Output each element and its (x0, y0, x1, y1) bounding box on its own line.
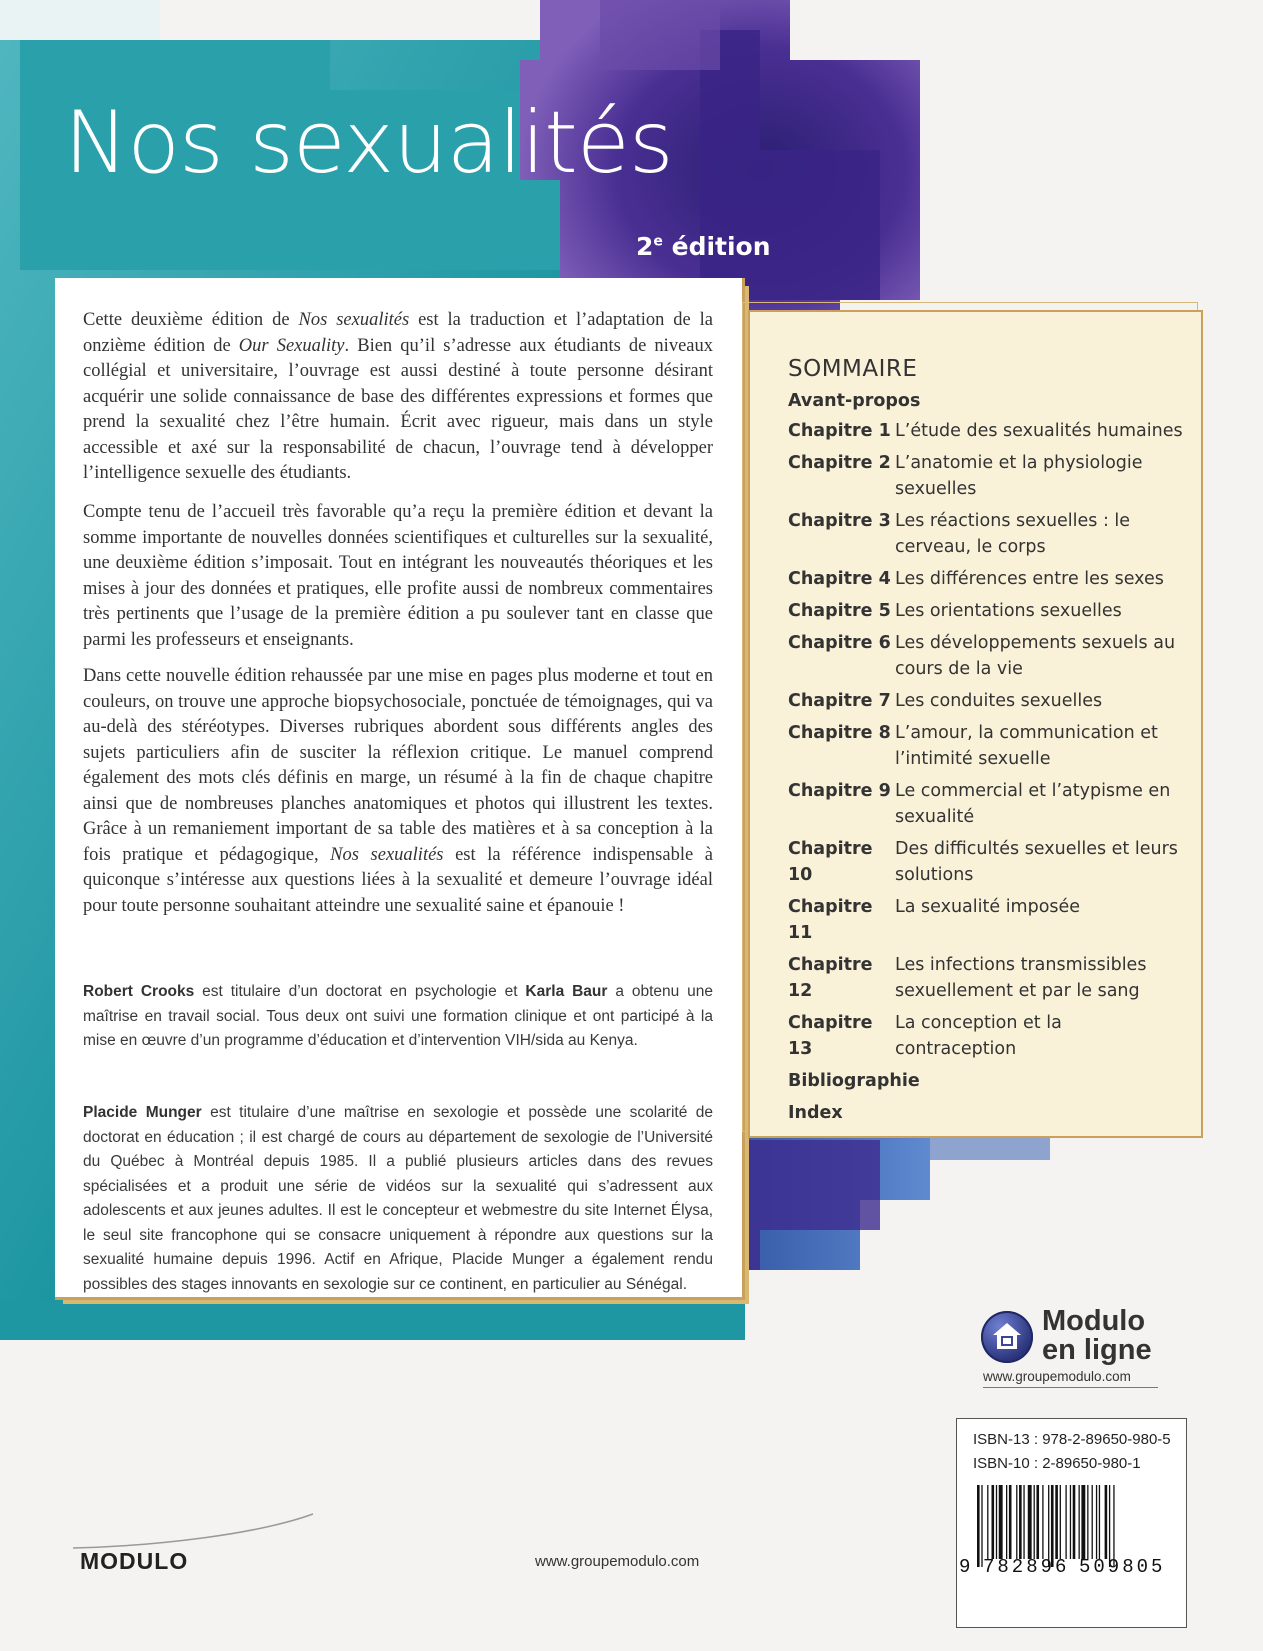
toc-chapter-label: Chapitre 7 (788, 691, 891, 711)
toc-chapter-title: La conception et la contraception (895, 1013, 1062, 1059)
toc-chapter-label: Chapitre 10 (788, 839, 873, 885)
author-name-1: Robert Crooks (83, 983, 195, 1000)
barcode-bar (1081, 1485, 1085, 1559)
barcode-bar (1109, 1485, 1110, 1567)
modulo-swoosh (68, 1512, 318, 1552)
toc-chapter-row (788, 418, 1188, 444)
toc-chapter-row (788, 598, 1188, 624)
toc-list (788, 356, 1188, 1132)
barcode-bar (999, 1485, 1003, 1559)
toc-chapter-title: L’anatomie et la physiologie sexuelles (895, 453, 1143, 499)
toc-chapter-title: Des difficultés sexuelles et leurs solutions (895, 839, 1178, 885)
authors-bio-1 (83, 980, 713, 1054)
toc-chapter-label: Chapitre 11 (788, 897, 873, 943)
barcode-bar (1087, 1485, 1088, 1559)
toc-chapter-label: Chapitre 3 (788, 511, 891, 531)
barcode-bar (1096, 1485, 1097, 1559)
book-title: Nos sexualités (64, 93, 673, 193)
toc-chapter-row (788, 894, 1188, 946)
author-name-3: Placide Munger (83, 1104, 202, 1121)
toc-heading: SOMMAIRE (788, 356, 918, 382)
edition-superscript: e (653, 233, 663, 250)
toc-chapter-label: Chapitre 5 (788, 601, 891, 621)
toc-chapter-row (788, 1010, 1188, 1062)
barcode-bar (1099, 1485, 1100, 1559)
barcode-bar (1019, 1485, 1022, 1559)
barcode-bar (977, 1485, 980, 1567)
toc-chapter-row (788, 566, 1188, 592)
modulo-online-line2: en ligne (1042, 1334, 1152, 1366)
table-of-contents (748, 310, 1203, 1138)
barcode-bar (1009, 1485, 1012, 1559)
toc-chapter-label: Chapitre 9 (788, 781, 891, 801)
description-paragraph-2: Compte tenu de l’accueil très favorable qu’a reçu la première édition et devant la somme importante de nouvelles données scientifiques et culturelles sur la sexualité, une deuxième édition s’imposait. Tout en intégrant les nouveautés théoriques et les mises à jour des données et pratiques, elle profite aussi de nombreux commentaires très pertinents que l’usage de la première édition a pu soulever tant en classe que parmi les professeurs et enseignants. (83, 502, 713, 650)
barcode-left-digits: 782896 (983, 1556, 1070, 1578)
toc-chapters (788, 418, 1188, 1062)
edition-number: 2 (636, 232, 654, 261)
barcode-bar (1051, 1485, 1054, 1567)
publisher-logo: MODULO (80, 1548, 189, 1574)
barcode-bar (1016, 1485, 1017, 1559)
barcode-bar (1113, 1485, 1114, 1567)
toc-front-matter: Avant-propos (788, 391, 921, 411)
toc-chapter-title: Les développements sexuels au cours de la vie (895, 633, 1176, 679)
barcode-bar (1034, 1485, 1035, 1559)
barcode-bar (992, 1485, 995, 1559)
toc-chapter-title: Les différences entre les sexes (895, 569, 1164, 589)
edition-label (636, 232, 771, 261)
barcode-bar (1006, 1485, 1007, 1559)
toc-chapter-title: Les conduites sexuelles (895, 691, 1103, 711)
toc-chapter-label: Chapitre 1 (788, 421, 891, 441)
barcode-bar (1092, 1485, 1093, 1559)
edition-word: édition (662, 232, 771, 261)
toc-chapter-title: L’amour, la communication et l’intimité sexuelle (895, 723, 1158, 769)
house-icon (981, 1311, 1033, 1363)
toc-chapter-label: Chapitre 6 (788, 633, 891, 653)
barcode-bar (1023, 1485, 1024, 1559)
toc-chapter-row (788, 720, 1188, 772)
toc-chapter-title: Les réactions sexuelles : le cerveau, le corps (895, 511, 1131, 557)
author-text-1: est titulaire d’un doctorat en psychologie et (194, 983, 526, 1000)
toc-chapter-title: Les infections transmissibles sexuellement et par le sang (895, 955, 1147, 1001)
toc-chapter-label: Chapitre 12 (788, 955, 873, 1001)
toc-chapter-row (788, 630, 1188, 682)
description-paragraph-3: Dans cette nouvelle édition rehaussée par une mise en pages plus moderne et tout en couleurs, on trouve une approche biopsychosociale, ponctuée de témoignages, qui va au-delà des stéréotypes. Diverses rubriques abordent sous différents angles des sujets particuliers afin de susciter la réflexion critique. Le manuel comprend également des mots clés définis en marge, un résumé à la fin de chaque chapitre ainsi que de nombreuses planches anatomiques et photos qui illustrent les textes. Grâce à un remaniement important de sa table des matières et à sa conception à la fois pratique et pédagogique, Nos sexualités est la référence indispensable à quiconque s’intéresse aux questions liées à la sexualité et demeure l’ouvrage idéal pour toute personne souhaitant atteindre une sexualité saine et épanouie ! (83, 666, 713, 916)
barcode-right-digits: 509805 (1079, 1556, 1166, 1578)
author-name-2: Karla Baur (525, 983, 608, 1000)
barcode-bar (1079, 1485, 1080, 1559)
modulo-online-line1: Modulo (1042, 1305, 1146, 1337)
isbn-13: ISBN-13 : 978-2-89650-980-5 (973, 1431, 1171, 1448)
toc-chapter-label: Chapitre 13 (788, 1013, 873, 1059)
footer-url[interactable]: www.groupemodulo.com (535, 1553, 700, 1570)
modulo-online-badge[interactable] (981, 1305, 1181, 1384)
barcode-bar (1036, 1485, 1039, 1559)
toc-chapter-title: La sexualité imposée (895, 897, 1081, 917)
barcode-bar (1055, 1485, 1058, 1559)
toc-chapter-row (788, 952, 1188, 1004)
barcode-bar (1042, 1485, 1043, 1559)
toc-chapter-title: Les orientations sexuelles (895, 601, 1122, 621)
toc-chapter-label: Chapitre 4 (788, 569, 891, 589)
barcode-bar (1048, 1485, 1049, 1567)
toc-bibliography: Bibliographie (788, 1071, 920, 1091)
description-paragraph-1: Cette deuxième édition de Nos sexualités est la traduction et l’adaptation de la onzième édition de Our Sexuality. Bien qu’il s’adresse aux étudiants de niveaux collégial et universitaire, l’ouvrage est aussi destiné à toute personne désirant acquérir une solide connaissance de base des différentes expressions et formes que prend la sexualité chez l’être humain. Écrit avec rigueur, mais dans un style accessible et axé sur la responsabilité de chacun, l’ouvrage tend à développer l’intelligence sexuelle des étudiants. (83, 310, 714, 483)
toc-chapter-row (788, 836, 1188, 888)
author-text-3: est titulaire d’une maîtrise en sexologie et possède une scolarité de doctorat en éducation ; il est chargé de cours au département de sexologie de l’Université du Québec à Montréal depuis 1985. Il a publié plusieurs articles dans des revues spécialisées et a produit une série de vidéos sur la sexualité qui s’adressent aux adolescents et aux jeunes adultes. Il est le concepteur et webmestre du site Internet Élysa, le seul site francophone qui se consacre uniquement à répondre aux questions sur la sexualité humaine depuis 1996. Actif en Afrique, Placide Munger a également rendu possibles des stages innovants en sexologie sur ce continent, en particulier au Sénégal. (83, 1104, 713, 1293)
barcode-bar (1105, 1485, 1108, 1559)
barcode-lead-digit: 9 (959, 1556, 971, 1578)
barcode-bar (1065, 1485, 1066, 1559)
toc-chapter-title: Le commercial et l’atypisme en sexualité (895, 781, 1171, 827)
barcode-bar (1028, 1485, 1032, 1559)
barcode-bar (1073, 1485, 1076, 1559)
isbn-10: ISBN-10 : 2-89650-980-1 (973, 1455, 1141, 1472)
barcode-bar (996, 1485, 997, 1559)
author-text-2: a obtenu une maîtrise en travail social. Tous deux ont suivi une formation clinique et ont participé à la mise en œuvre d’un programme d’éducation et d’intervention VIH/sida au Kenya. (83, 983, 714, 1049)
toc-chapter-row (788, 450, 1188, 502)
toc-chapter-row (788, 688, 1188, 714)
isbn-box (956, 1418, 1187, 1628)
modulo-online-title (1042, 1307, 1152, 1365)
barcode-bar (981, 1485, 982, 1567)
barcode-bar (1070, 1485, 1071, 1559)
authors-bio-2 (83, 1101, 713, 1297)
toc-chapter-title: L’étude des sexualités humaines (895, 421, 1183, 441)
barcode-bar (1060, 1485, 1061, 1559)
barcode (975, 1485, 1171, 1567)
toc-chapter-label: Chapitre 2 (788, 453, 891, 473)
toc-chapter-row (788, 778, 1188, 830)
toc-chapter-label: Chapitre 8 (788, 723, 891, 743)
toc-index: Index (788, 1103, 843, 1123)
barcode-bar (987, 1485, 988, 1559)
description-panel (55, 278, 745, 1300)
modulo-online-url[interactable]: www.groupemodulo.com (983, 1369, 1158, 1388)
toc-chapter-row (788, 508, 1188, 560)
